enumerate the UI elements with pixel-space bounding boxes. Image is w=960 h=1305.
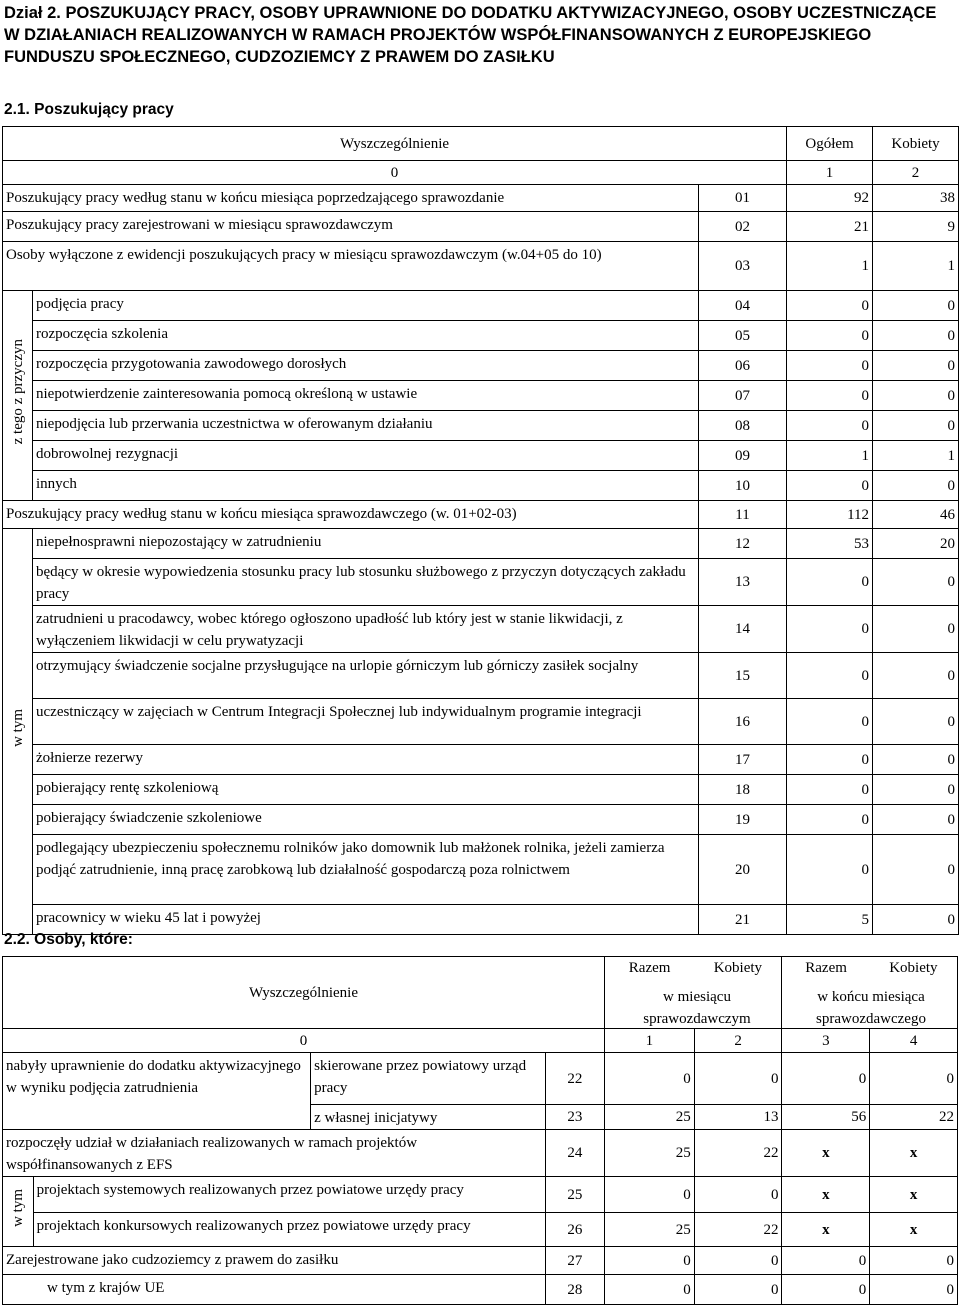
row-label: żołnierze rezerwy xyxy=(33,745,699,775)
subsection-title-2-2: 2.2. Osoby, które: xyxy=(4,931,133,948)
header-col2: 2 xyxy=(873,161,959,185)
row-total: 1 xyxy=(787,441,873,471)
row-code: 23 xyxy=(545,1105,604,1130)
table-row xyxy=(3,529,959,559)
table-row xyxy=(3,471,959,501)
header-col0: 0 xyxy=(3,1029,605,1053)
table-row xyxy=(3,321,959,351)
row-value-1: 0 xyxy=(604,1053,694,1105)
row-women: 46 xyxy=(873,501,959,529)
table-row xyxy=(3,653,959,699)
row-code: 10 xyxy=(699,471,787,501)
header-col1: 1 xyxy=(604,1029,694,1053)
row-total: 0 xyxy=(787,381,873,411)
row-value-3: x xyxy=(782,1130,870,1177)
table-row xyxy=(3,905,959,935)
row-code: 13 xyxy=(699,559,787,606)
row-code: 06 xyxy=(699,351,787,381)
header-col4: 4 xyxy=(870,1029,958,1053)
header-col0: 0 xyxy=(3,161,787,185)
row-total: 53 xyxy=(787,529,873,559)
row-code: 12 xyxy=(699,529,787,559)
table-row xyxy=(3,606,959,653)
row-code: 09 xyxy=(699,441,787,471)
row-label: niepodjęcia lub przerwania uczestnictwa w oferowanym działaniu xyxy=(33,411,699,441)
group-label-including: w tym xyxy=(9,709,26,747)
row-women: 0 xyxy=(873,835,959,905)
row-women: 1 xyxy=(873,242,959,291)
table-row xyxy=(3,381,959,411)
row-total: 0 xyxy=(787,775,873,805)
table-row xyxy=(3,835,959,905)
row-total: 92 xyxy=(787,185,873,212)
header-col1: 1 xyxy=(787,161,873,185)
table-row xyxy=(3,699,959,745)
row-code: 03 xyxy=(699,242,787,291)
row-total: 0 xyxy=(787,745,873,775)
row-code: 28 xyxy=(545,1275,604,1305)
row-label: projektach konkursowych realizowanych przez powiatowe urzędy pracy xyxy=(33,1213,545,1247)
header-period-2: w końcu miesiąca sprawozdawczego xyxy=(816,989,926,1027)
row-women: 0 xyxy=(873,775,959,805)
table-row xyxy=(3,1275,958,1305)
row-women: 38 xyxy=(873,185,959,212)
row-total: 0 xyxy=(787,835,873,905)
row-total: 112 xyxy=(787,501,873,529)
row-label: rozpoczęcia szkolenia xyxy=(33,321,699,351)
row-total: 0 xyxy=(787,653,873,699)
row-women: 0 xyxy=(873,699,959,745)
header-spec: Wyszczególnienie xyxy=(3,127,787,161)
row-value-3: 0 xyxy=(782,1053,870,1105)
row-women: 0 xyxy=(873,653,959,699)
table-job-seekers xyxy=(2,126,959,935)
table-row xyxy=(3,559,959,606)
row-total: 0 xyxy=(787,411,873,441)
row-code: 16 xyxy=(699,699,787,745)
row-code: 21 xyxy=(699,905,787,935)
row-value-2: 22 xyxy=(694,1213,782,1247)
row-value-2: 13 xyxy=(694,1105,782,1130)
row-value-1: 0 xyxy=(604,1177,694,1213)
row-value-4: x xyxy=(870,1130,958,1177)
table-row xyxy=(3,1130,958,1177)
row-code: 04 xyxy=(699,291,787,321)
table-row xyxy=(3,1247,958,1275)
table-row xyxy=(3,745,959,775)
row-code: 02 xyxy=(699,212,787,242)
row-label: Zarejestrowane jako cudzoziemcy z prawem do zasiłku xyxy=(3,1247,546,1275)
row-code: 11 xyxy=(699,501,787,529)
row-value-2: 0 xyxy=(694,1053,782,1105)
row-code: 08 xyxy=(699,411,787,441)
table-row xyxy=(3,441,959,471)
row-code: 15 xyxy=(699,653,787,699)
row-label: pracownicy w wieku 45 lat i powyżej xyxy=(33,905,699,935)
header-col3: 3 xyxy=(782,1029,870,1053)
row-value-4: 0 xyxy=(870,1053,958,1105)
row-women: 0 xyxy=(873,411,959,441)
group-label-wtym: w tym xyxy=(9,1189,26,1227)
table-row xyxy=(3,212,959,242)
header-razem-2: Razem xyxy=(782,957,870,1029)
row-women: 0 xyxy=(873,321,959,351)
row-label: pobierający świadczenie szkoleniowe xyxy=(33,805,699,835)
row-value-2: 22 xyxy=(694,1130,782,1177)
table-row xyxy=(3,411,959,441)
header-kobiety-2: Kobiety xyxy=(870,957,958,1029)
header-razem-1: Razem xyxy=(604,957,694,1029)
header-col2: 2 xyxy=(694,1029,782,1053)
row-total: 5 xyxy=(787,905,873,935)
row-value-3: x xyxy=(782,1177,870,1213)
row-label: rozpoczęcia przygotowania zawodowego dorosłych xyxy=(33,351,699,381)
row-total: 0 xyxy=(787,559,873,606)
row-label: Poszukujący pracy według stanu w końcu miesiąca sprawozdawczego (w. 01+02-03) xyxy=(3,501,699,529)
row-women: 20 xyxy=(873,529,959,559)
row-label: niepotwierdzenie zainteresowania pomocą określoną w ustawie xyxy=(33,381,699,411)
row-code: 20 xyxy=(699,835,787,905)
row-label: projektach systemowych realizowanych przez powiatowe urzędy pracy xyxy=(33,1177,545,1213)
row-label: podjęcia pracy xyxy=(33,291,699,321)
row-women: 0 xyxy=(873,471,959,501)
table-row xyxy=(3,775,959,805)
row-label: uczestniczący w zajęciach w Centrum Integracji Społecznej lub indywidualnym programie integracji xyxy=(33,699,699,745)
header-period-1: w miesiącu sprawozdawczym xyxy=(643,989,751,1027)
row-code: 17 xyxy=(699,745,787,775)
header-spec: Wyszczególnienie xyxy=(3,957,605,1029)
row-value-3: 0 xyxy=(782,1275,870,1305)
row-value-1: 0 xyxy=(604,1275,694,1305)
row-value-2: 0 xyxy=(694,1177,782,1213)
row-value-4: x xyxy=(870,1177,958,1213)
row-code: 07 xyxy=(699,381,787,411)
row-code: 05 xyxy=(699,321,787,351)
row-total: 0 xyxy=(787,805,873,835)
row-label: zatrudnieni u pracodawcy, wobec którego ogłoszono upadłość lub który jest w stanie likwidacji, z wyłączeniem likwidacji w celu prywatyzacji xyxy=(33,606,699,653)
row-code: 24 xyxy=(545,1130,604,1177)
row-value-1: 0 xyxy=(604,1247,694,1275)
row-value-3: x xyxy=(782,1213,870,1247)
row-label: podlegający ubezpieczeniu społecznemu rolników jako domownik lub małżonek rolnika, jeżeli zamierza podjąć zatrudnienie, inną pracę zarobkową lub działalność gospodarczą poza rolnictwem xyxy=(33,835,699,905)
row-value-1: 25 xyxy=(604,1130,694,1177)
row-code: 19 xyxy=(699,805,787,835)
row-code: 26 xyxy=(545,1213,604,1247)
row-label: Poszukujący pracy zarejestrowani w miesiącu sprawozdawczym xyxy=(3,212,699,242)
table-row xyxy=(3,1053,958,1105)
row-total: 0 xyxy=(787,321,873,351)
row-women: 0 xyxy=(873,905,959,935)
row-women: 9 xyxy=(873,212,959,242)
row-total: 0 xyxy=(787,699,873,745)
header-kobiety-1: Kobiety xyxy=(694,957,782,1029)
row-label: z własnej inicjatywy xyxy=(311,1105,546,1130)
section-title: Dział 2. POSZUKUJĄCY PRACY, OSOBY UPRAWNIONE DO DODATKU AKTYWIZACYJNEGO, OSOBY UCZESTNICZĄCE W DZIAŁANIACH REALIZOWANYCH W RAMACH PROJEKTÓW WSPÓŁFINANSOWANYCH Z EUROPEJSKIEGO FUNDUSZU SPOŁECZNEGO, CUDZOZIEMCY Z PRAWEM DO ZASIŁKU xyxy=(4,4,937,66)
table-row xyxy=(3,291,959,321)
row-women: 0 xyxy=(873,381,959,411)
row-code: 25 xyxy=(545,1177,604,1213)
header-total: Ogółem xyxy=(787,127,873,161)
row-value-3: 0 xyxy=(782,1247,870,1275)
row-label: otrzymujący świadczenie socjalne przysługujące na urlopie górniczym lub górniczy zasiłek socjalny xyxy=(33,653,699,699)
row-value-4: 0 xyxy=(870,1247,958,1275)
row-value-4: x xyxy=(870,1213,958,1247)
group-label-reasons: z tego z przyczyn xyxy=(9,339,26,445)
row-code: 18 xyxy=(699,775,787,805)
row-label: dobrowolnej rezygnacji xyxy=(33,441,699,471)
row-total: 0 xyxy=(787,471,873,501)
row-women: 0 xyxy=(873,351,959,381)
row-label: pobierający rentę szkoleniową xyxy=(33,775,699,805)
row-total: 21 xyxy=(787,212,873,242)
row-women: 0 xyxy=(873,805,959,835)
row-total: 1 xyxy=(787,242,873,291)
row-women: 1 xyxy=(873,441,959,471)
row-code: 27 xyxy=(545,1247,604,1275)
row-women: 0 xyxy=(873,559,959,606)
row-total: 0 xyxy=(787,351,873,381)
row-label: Poszukujący pracy według stanu w końcu miesiąca poprzedzającego sprawozdanie xyxy=(3,185,699,212)
table-row xyxy=(3,1213,958,1247)
row-total: 0 xyxy=(787,606,873,653)
row-value-2: 0 xyxy=(694,1247,782,1275)
table-row xyxy=(3,351,959,381)
row-label: rozpoczęły udział w działaniach realizowanych w ramach projektów współfinansowanych z EFS xyxy=(3,1130,546,1177)
row-value-1: 25 xyxy=(604,1213,694,1247)
row-value-4: 22 xyxy=(870,1105,958,1130)
row-label: będący w okresie wypowiedzenia stosunku pracy lub stosunku służbowego z przyczyn dotyczących zakładu pracy xyxy=(33,559,699,606)
table-row xyxy=(3,1177,958,1213)
row-label: niepełnosprawni niepozostający w zatrudnieniu xyxy=(33,529,699,559)
table-row xyxy=(3,805,959,835)
row-total: 0 xyxy=(787,291,873,321)
row-value-4: 0 xyxy=(870,1275,958,1305)
row-label: skierowane przez powiatowy urząd pracy xyxy=(311,1053,546,1105)
subsection-title-2-1: 2.1. Poszukujący pracy xyxy=(4,101,174,118)
table-row xyxy=(3,185,959,212)
header-women: Kobiety xyxy=(873,127,959,161)
row-women: 0 xyxy=(873,606,959,653)
row-value-1: 25 xyxy=(604,1105,694,1130)
row-code: 01 xyxy=(699,185,787,212)
row-value-3: 56 xyxy=(782,1105,870,1130)
table-row xyxy=(3,501,959,529)
row-label: Osoby wyłączone z ewidencji poszukujących pracy w miesiącu sprawozdawczym (w.04+05 do 10) xyxy=(3,242,699,291)
row-label: innych xyxy=(33,471,699,501)
row-value-2: 0 xyxy=(694,1275,782,1305)
table-row xyxy=(3,242,959,291)
row-code: 22 xyxy=(545,1053,604,1105)
row-women: 0 xyxy=(873,745,959,775)
row-label: w tym z krajów UE xyxy=(3,1275,546,1305)
row-code: 14 xyxy=(699,606,787,653)
group-label-activation: nabyły uprawnienie do dodatku aktywizacyjnego w wyniku podjęcia zatrudnienia xyxy=(3,1053,311,1130)
row-women: 0 xyxy=(873,291,959,321)
